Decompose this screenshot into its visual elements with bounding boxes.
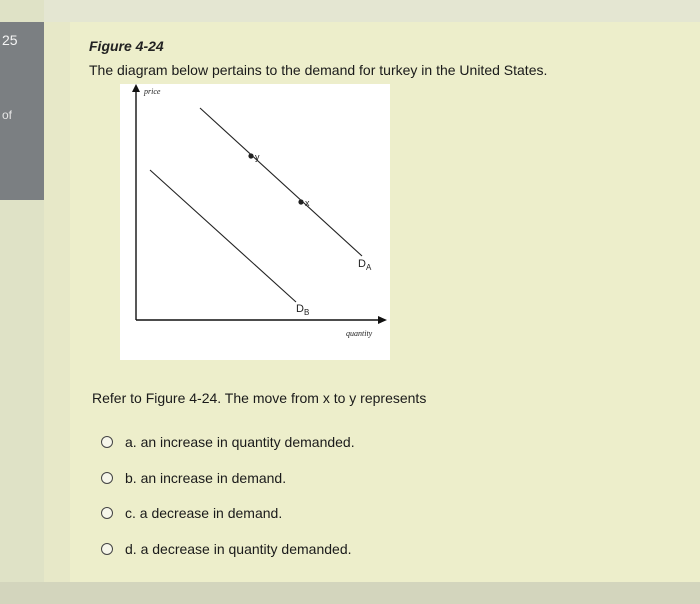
radio-button-icon[interactable] bbox=[101, 472, 113, 484]
answer-option-d[interactable] bbox=[101, 541, 352, 557]
answer-option-b[interactable] bbox=[101, 470, 286, 486]
question-nav-panel[interactable] bbox=[0, 22, 44, 200]
point-y bbox=[248, 153, 253, 158]
y-axis-arrow bbox=[132, 84, 140, 92]
figure-description: The diagram below pertains to the demand for turkey in the United States. bbox=[89, 62, 548, 78]
demand-curve-a bbox=[200, 108, 362, 256]
top-band bbox=[44, 0, 700, 22]
answer-option-label: c. a decrease in demand. bbox=[125, 505, 283, 521]
answer-option-label: b. an increase in demand. bbox=[125, 470, 287, 486]
x-axis-label: quantity bbox=[346, 329, 373, 338]
figure-title: Figure 4-24 bbox=[89, 38, 164, 54]
question-text: Refer to Figure 4-24. The move from x to y represents bbox=[92, 390, 427, 406]
answer-option-c[interactable] bbox=[101, 505, 282, 521]
radio-button-icon[interactable] bbox=[101, 543, 113, 555]
point-y-label: y bbox=[255, 152, 260, 162]
y-axis-label: price bbox=[144, 87, 161, 96]
demand-curve-a-label: $D_A$ bbox=[358, 258, 372, 272]
point-x-label: x bbox=[305, 198, 310, 208]
point-x bbox=[298, 199, 303, 204]
radio-button-icon[interactable] bbox=[101, 436, 113, 448]
radio-button-icon[interactable] bbox=[101, 507, 113, 519]
demand-curve-b-label: $D_B$ bbox=[296, 303, 310, 317]
x-axis-arrow bbox=[378, 316, 387, 324]
demand-diagram bbox=[120, 84, 390, 360]
demand-curve-b bbox=[150, 170, 296, 302]
bottom-band bbox=[0, 582, 700, 604]
question-of-label: of bbox=[2, 108, 13, 122]
answer-option-label: a. an increase in quantity demanded. bbox=[125, 434, 355, 450]
question-number: 25 bbox=[2, 32, 18, 48]
answer-option-label: d. a decrease in quantity demanded. bbox=[125, 541, 352, 557]
answer-option-a[interactable] bbox=[101, 434, 355, 450]
